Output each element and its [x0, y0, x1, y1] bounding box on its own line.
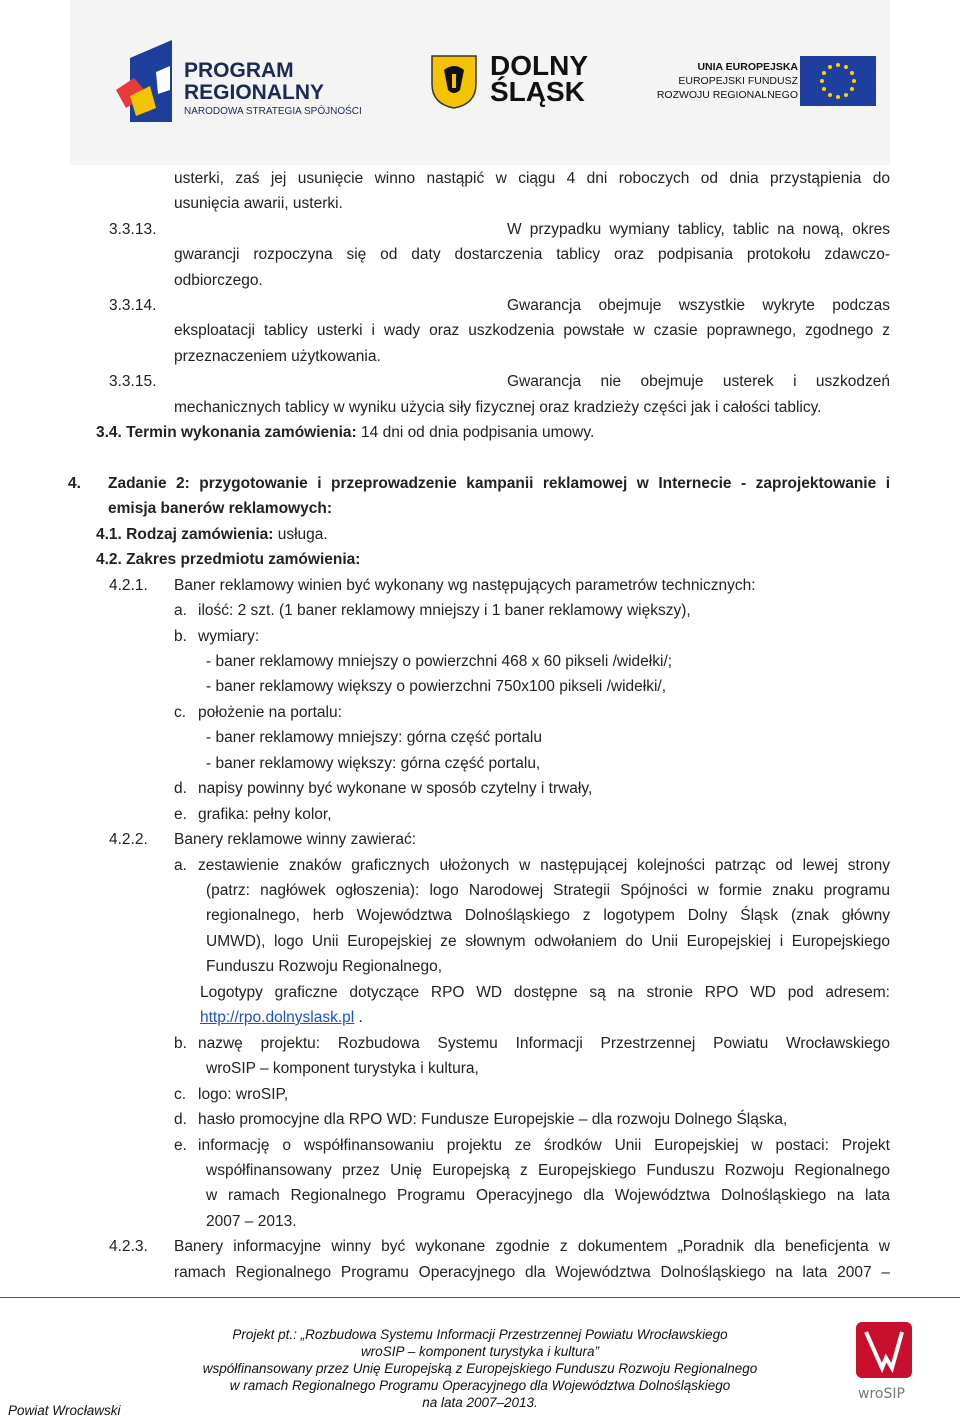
list-item: wymiary:	[198, 628, 260, 645]
text-line: Banery informacyjne winny być wykonane zgodnie z dokumentem „Poradnik dla beneficjenta w	[174, 1238, 890, 1255]
section-number: 4.2.1.	[109, 577, 148, 594]
heading-label: 3.4. Termin wykonania zamówienia:	[96, 424, 357, 441]
header-band	[70, 0, 890, 165]
text-line: usterki, zaś jej usunięcie winno nastąpić w ciągu 4 dni roboczych od dnia przystąpienia do	[174, 170, 890, 187]
list-item: 2007 – 2013.	[206, 1213, 297, 1230]
section-number: 4.2.3.	[109, 1238, 148, 1255]
text-line: odbiorczego.	[174, 272, 263, 289]
list-item: Logotypy graficzne dotyczące RPO WD dostępne są na stronie RPO WD pod adresem:	[200, 984, 890, 1001]
logo2-line1: DOLNY	[490, 50, 588, 81]
text-line: przeznaczeniem użytkowania.	[174, 348, 381, 365]
text-line: W przypadku wymiany tablicy, tablic na nową, okres	[507, 221, 890, 238]
footer-line: w ramach Regionalnego Programu Operacyjnego dla Województwa Dolnośląskiego	[229, 1378, 731, 1393]
text-line: Gwarancja nie obejmuje usterek i uszkodzeń	[507, 373, 890, 390]
section-number: 3.3.14.	[109, 297, 157, 314]
footer-left-label: Powiat Wrocławski	[8, 1403, 121, 1418]
rpo-website-link[interactable]: http://rpo.dolnyslask.pl	[200, 1009, 355, 1026]
list-marker: c.	[174, 704, 187, 721]
logo1-line3: NARODOWA STRATEGIA SPÓJNOŚCI	[184, 106, 362, 117]
logo1-line2: REGIONALNY	[184, 81, 325, 104]
text-line: mechanicznych tablicy w wyniku użycia siły fizycznej oraz kradzieży części jak i całości tablicy.	[174, 399, 822, 416]
logo3-line1: UNIA EUROPEJSKA	[697, 61, 798, 73]
text-line: usunięcia awarii, usterki.	[174, 195, 343, 212]
section-number: 3.3.15.	[109, 373, 157, 390]
eu-flag-icon	[800, 56, 876, 106]
wrosip-logo-text: wroSIP	[858, 1386, 905, 1402]
list-item: - baner reklamowy mniejszy: górna część portalu	[206, 729, 542, 746]
list-item: UMWD), logo Unii Europejskiej ze słownym odwołaniem do Unii Europejskiej i Europejskiego	[206, 933, 890, 950]
list-item: współfinansowany przez Unię Europejską z Europejskiego Funduszu Rozwoju Regionalnego	[206, 1162, 890, 1179]
logo3-line2: EUROPEJSKI FUNDUSZ	[678, 75, 798, 87]
list-marker: e.	[174, 1137, 187, 1154]
list-item: - baner reklamowy większy o powierzchni 750x100 pikseli /widełki/,	[206, 678, 667, 695]
text-line: eksploatacji tablicy usterki i wady oraz uszkodzenia powstałe w czasie poprawnego, zgodnego z	[174, 322, 890, 339]
text-line: Banery reklamowe winny zawierać:	[174, 831, 417, 848]
section-heading: emisja banerów reklamowych:	[108, 500, 332, 517]
footer-line: na lata 2007–2013.	[422, 1395, 538, 1410]
list-item: zestawienie znaków graficznych ułożonych w następującej kolejności patrząc od lewej strony	[198, 857, 890, 874]
logo1-line1: PROGRAM	[184, 59, 294, 82]
coat-of-arms-icon	[430, 54, 478, 110]
section-heading: 4.2. Zakres przedmiotu zamówienia:	[96, 551, 361, 568]
text-line	[96, 424, 594, 442]
list-marker: b.	[174, 628, 187, 645]
list-item: grafika: pełny kolor,	[198, 806, 332, 823]
section-number: 3.3.13.	[109, 221, 157, 238]
heading-label: 4.1. Rodzaj zamówienia:	[96, 526, 274, 543]
wrosip-logo-icon	[852, 1318, 916, 1384]
section-number: 4.2.2.	[109, 831, 148, 848]
list-item: napisy powinny być wykonane w sposób czytelny i trwały,	[198, 780, 593, 797]
list-item: Funduszu Rozwoju Regionalnego,	[206, 958, 443, 975]
list-item: - baner reklamowy mniejszy o powierzchni 468 x 60 pikseli /widełki/;	[206, 653, 673, 670]
list-marker: c.	[174, 1086, 187, 1103]
list-item: informację o współfinansowaniu projektu ze środków Unii Europejskiej w postaci: Projekt	[198, 1137, 890, 1154]
section-number: 4.	[68, 475, 81, 492]
list-item: logo: wroSIP,	[198, 1086, 289, 1103]
text-line	[200, 1009, 363, 1027]
footer-divider	[0, 1297, 960, 1298]
text-line	[96, 526, 328, 544]
footer-line: wroSIP – komponent turystyka i kultura”	[360, 1344, 600, 1359]
section-heading: Zadanie 2: przygotowanie i przeprowadzenie kampanii reklamowej w Internecie - zaprojektowanie i	[108, 475, 890, 492]
list-marker: a.	[174, 602, 187, 619]
list-item: (patrz: nagłówek ogłoszenia): logo Narodowej Strategii Spójności w formie znaku programu	[206, 882, 890, 899]
list-item: wroSIP – komponent turystyka i kultura,	[206, 1060, 479, 1077]
list-item: regionalnego, herb Województwa Dolnośląskiego z logotypem Dolny Śląsk (znak główny	[206, 907, 890, 924]
logo3-line3: ROZWOJU REGIONALNEGO	[656, 89, 798, 101]
text-line: Baner reklamowy winien być wykonany wg następujących parametrów technicznych:	[174, 577, 756, 594]
list-marker: d.	[174, 780, 187, 797]
list-marker: b.	[174, 1035, 187, 1052]
list-item: - baner reklamowy większy: górna część portalu,	[206, 755, 541, 772]
text-line: Gwarancja obejmuje wszystkie wykryte podczas	[507, 297, 890, 314]
footer-text	[140, 1326, 820, 1411]
list-item: położenie na portalu:	[198, 704, 342, 721]
text-value: 14 dni od dnia podpisania umowy.	[356, 424, 595, 441]
list-item: hasło promocyjne dla RPO WD: Fundusze Europejskie – dla rozwoju Dolnego Śląska,	[198, 1111, 788, 1128]
text-value: usługa.	[273, 526, 328, 543]
footer-line: współfinansowany przez Unię Europejską z Europejskiego Funduszu Rozwoju Regionalnego	[202, 1361, 758, 1376]
list-marker: a.	[174, 857, 187, 874]
list-marker: e.	[174, 806, 187, 823]
footer-line: Projekt pt.: „Rozbudowa Systemu Informacji Przestrzennej Powiatu Wrocławskiego	[232, 1327, 728, 1342]
list-item: nazwę projektu: Rozbudowa Systemu Informacji Przestrzennej Powiatu Wrocławskiego	[198, 1035, 890, 1052]
text-line: gwarancji rozpoczyna się od daty dostarczenia tablicy oraz podpisania protokołu zdawczo-	[174, 246, 890, 263]
logo2-line2: ŚLĄSK	[490, 76, 585, 107]
list-marker: d.	[174, 1111, 187, 1128]
list-item: w ramach Regionalnego Programu Operacyjnego dla Województwa Dolnośląskiego na lata	[206, 1187, 890, 1204]
text-value: .	[354, 1009, 363, 1026]
text-line: ramach Regionalnego Programu Operacyjnego dla Województwa Dolnośląskiego na lata 2007 –	[174, 1264, 890, 1281]
list-item: ilość: 2 szt. (1 baner reklamowy mniejszy i 1 baner reklamowy większy),	[198, 602, 691, 619]
